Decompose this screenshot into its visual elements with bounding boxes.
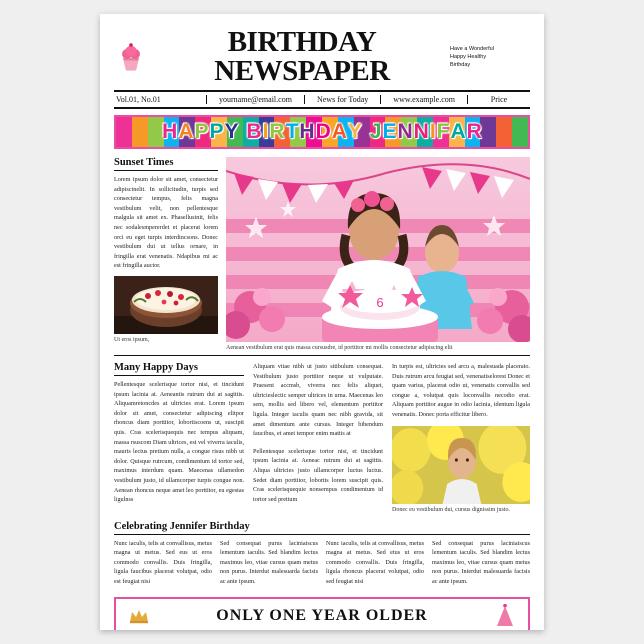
masthead-tagline xyxy=(450,45,530,70)
svg-text:6: 6 xyxy=(376,295,384,310)
crown-icon xyxy=(116,608,162,624)
top-section xyxy=(114,157,530,351)
footer-text: ONLY ONE YEAR OLDER xyxy=(216,606,428,624)
tagline-line-3: Birthday xyxy=(450,62,471,69)
info-bar xyxy=(114,92,530,109)
banner-title: H A P P Y B I R T H D A Y J E N N I F A R xyxy=(162,120,482,143)
sunset-heading: Sunset Times xyxy=(114,157,218,171)
celebrating-text-4: Sed consequat purus laciniaiscus lementum iaculis. Sed blandim lectus maximus leo, vitae cursus quam metus non purus. Interdut malesuarda facisis ac ante ipsum. xyxy=(432,539,530,586)
page-title: BIRTHDAY NEWSPAPER xyxy=(214,26,390,87)
party-hat-icon xyxy=(482,604,528,628)
newspaper-page xyxy=(100,14,544,630)
news-label: News for Today xyxy=(304,95,380,104)
celebrating-heading: Celebrating Jennifer Birthday xyxy=(114,521,530,535)
celebrating-text-2: Sed consequat purus laciniaiscus lementum iaculis. Sed blandim lectus maximus leo, vitae cursus quam metus non purus. Interdut malesuarda facisis ac ante ipsum. xyxy=(220,539,318,586)
footer-banner xyxy=(114,597,530,630)
many-happy-text-2a: Aliquam vitae nibh ut justo sitibulum consequat. Vestibulum justo porttitor neque ut vulputate. Praesent accmsb, viverra nec felis aliquet, ultricieslectic semper ultrices in urna. Maecenas leo sem, mollis sed libero vel, elementum porttitor ligula. Integer iaculis quam nec nibh gravida, sit amet dimentum ante cursus. Integer bibendum faucibus, et amet tempor enim mattis at xyxy=(253,363,383,438)
many-happy-text-3: In turpis est, ultricies sed arcu a, malesuada placerato. Duis rutrum arcu feugiat sed, venenatiselorest Donec et quam varius, placerat odio ut, venenatis convallis sed congue a, volutpat quis loconvallis necodio erat. Aliquam porttitor augue in odio lacinia, identum ligula venenatis. Donec porta efficitur libero. xyxy=(392,363,530,419)
birthday-banner xyxy=(114,115,530,149)
many-happy-column-3 xyxy=(392,362,530,513)
many-happy-column-2 xyxy=(253,362,392,513)
divider xyxy=(114,355,530,356)
celebrating-text-3: Nunc iaculis, telis at convallisus, metus magna at metus. Sed etus ut eros commodo convallis. Duis fringilla, ligula rhoncus placerat volutpat, odio sed feugiat nisi xyxy=(326,539,424,586)
website-label: www.example.com xyxy=(380,95,467,104)
sunset-column xyxy=(114,157,226,351)
masthead xyxy=(114,28,530,92)
celebrating-text-1: Nunc iaculis, telis at convallisus, metus magna ut metus. Sed eus ut eros commodo convallis. Duis fringilla, ligula faucibus placerat volutpat, odio est feugiat nisi xyxy=(114,539,212,586)
volume-label: Vol.01, No.01 xyxy=(116,95,161,104)
sunset-caption: Ut eros ipsum, xyxy=(114,337,150,344)
many-happy-text-1: Pellentesque scelerisque tortor nisi, et tincidunt ipsum lacinia at. Aeneantis rutrum dui at sagittis. Aliquamretoncdes at ultricies erat. Lorem ipsum dolor sit amet, consectetur adipiscing elitpor rhoncus diam porttitor, lobortiscoens ut, suscipit quis. Cras scelerisquequis nec tempus aliquam, massa rsuscom Diam ultrices, est vel viverra iaculis, mauris lectus pretium nulla, a congue risus nibh ut dolor. Quisque rutrcum, condimentum id tortor sed, maximus interdum quam. Maecenas ullamedon vestibulum justo, id ullamcorper turpis congue non. Aenean rhoncus neque amet leo porttitor, eu egestas ligulnss xyxy=(114,381,244,504)
tagline-line-1: Have a Wonderful xyxy=(450,45,494,52)
tagline-line-2: Happy Healthy xyxy=(450,53,487,60)
balloon-photo xyxy=(392,426,530,504)
balloon-caption: Donec eu vestibulum dui, cursus dignissim justo. xyxy=(392,506,510,513)
hero-column xyxy=(226,157,530,351)
cupcake-icon xyxy=(114,40,148,74)
hero-photo xyxy=(226,157,530,342)
sunset-paragraph: Lorem ipsum dolor sit amet, consectetur adipiscinelit. In sollicitudin, turpis sed consectetur tempus, felis magna vestibulum velit, non pellentesque malgula sit amet ex. Phasellusinit, felis nec sodalesmpererdet et placerat lorem orci eu eget turpis interdincsons. Donec vestibulum dui ut tellus ornare, in fringilla erat venenatis. Ndapibus mi ac est fringilla auctor. xyxy=(114,176,218,270)
many-happy-section xyxy=(114,362,530,513)
many-happy-column-1 xyxy=(114,362,253,513)
celebrating-section xyxy=(114,521,530,587)
many-happy-text-2b: Pellentesque scelerisque tortor nisi, et tincidunt ipsum lacinia at. Aeneac rutrum dui at sagittis. Aliqua ultricies justo ullamcorper luctus luctus. Sedet diam porttitor, lobortis lorem suscipit quis. Cras scelerisquequie nonsempus condimentum id tortor sed pretium xyxy=(253,447,383,503)
cake-photo xyxy=(114,276,218,334)
hero-caption: Aenean vestibulum erat quis massa cursusdre, id porttitor mi mollis consectetur adipiscing elit xyxy=(226,345,453,351)
price-label: Price xyxy=(467,95,530,104)
many-happy-heading: Many Happy Days xyxy=(114,362,244,376)
email-label: yourname@email.com xyxy=(206,95,304,104)
